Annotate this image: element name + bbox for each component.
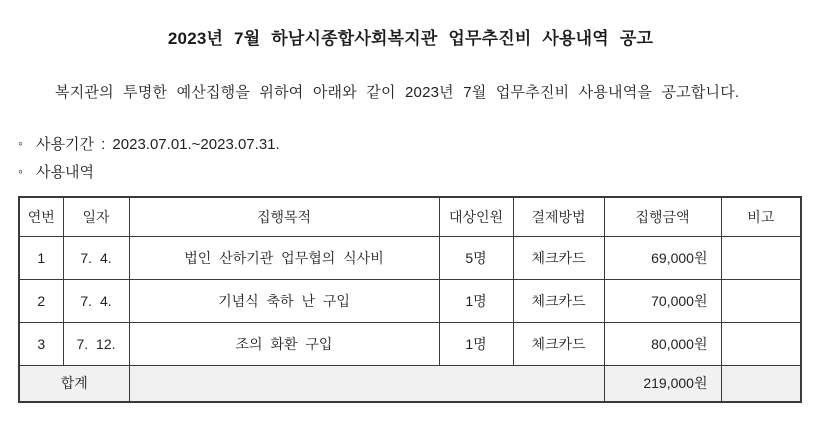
total-amount-cell: 219,000원 xyxy=(604,365,721,402)
usage-detail-label: 사용내역 xyxy=(35,164,94,181)
people-cell: 1명 xyxy=(439,279,513,322)
col-header-note: 비고 xyxy=(721,197,801,236)
payment-cell: 체크카드 xyxy=(513,236,604,279)
note-cell xyxy=(721,236,801,279)
header-row xyxy=(19,197,801,236)
intro-text: 복지관의 투명한 예산집행을 위하여 아래와 같이 2023년 7월 업무추진비 사용내역을 공고합니다. xyxy=(55,84,740,101)
usage-detail-line xyxy=(18,161,94,182)
note-cell xyxy=(721,322,801,365)
col-header-payment: 결제방법 xyxy=(513,197,604,236)
amount-cell: 69,000원 xyxy=(604,236,721,279)
table-row xyxy=(19,322,801,365)
payment-cell: 체크카드 xyxy=(513,279,604,322)
expense-table xyxy=(18,196,802,403)
seq-cell: 3 xyxy=(19,322,63,365)
usage-period-line xyxy=(18,133,280,154)
table-row xyxy=(19,279,801,322)
total-row xyxy=(19,365,801,402)
payment-cell: 체크카드 xyxy=(513,322,604,365)
col-header-people: 대상인원 xyxy=(439,197,513,236)
total-label-cell: 합계 xyxy=(19,365,129,402)
date-cell: 7. 4. xyxy=(63,236,129,279)
total-note-cell xyxy=(721,365,801,402)
col-header-seq: 연번 xyxy=(19,197,63,236)
date-cell: 7. 12. xyxy=(63,322,129,365)
purpose-cell: 조의 화환 구입 xyxy=(129,322,439,365)
usage-period-label: 사용기간 : 2023.07.01.~2023.07.31. xyxy=(35,136,280,153)
people-cell: 5명 xyxy=(439,236,513,279)
seq-cell: 1 xyxy=(19,236,63,279)
col-header-purpose: 집행목적 xyxy=(129,197,439,236)
seq-cell: 2 xyxy=(19,279,63,322)
col-header-date: 일자 xyxy=(63,197,129,236)
circle-bullet-icon: ◦ xyxy=(18,162,23,179)
note-cell xyxy=(721,279,801,322)
people-cell: 1명 xyxy=(439,322,513,365)
date-cell: 7. 4. xyxy=(63,279,129,322)
page-title: 2023년 7월 하남시종합사회복지관 업무추진비 사용내역 공고 xyxy=(167,29,654,48)
amount-cell: 80,000원 xyxy=(604,322,721,365)
col-header-amount: 집행금액 xyxy=(604,197,721,236)
table-row xyxy=(19,236,801,279)
purpose-cell: 기념식 축하 난 구입 xyxy=(129,279,439,322)
total-empty-cell xyxy=(129,365,604,402)
purpose-cell: 법인 산하기관 업무협의 식사비 xyxy=(129,236,439,279)
amount-cell: 70,000원 xyxy=(604,279,721,322)
circle-bullet-icon: ◦ xyxy=(18,134,23,151)
